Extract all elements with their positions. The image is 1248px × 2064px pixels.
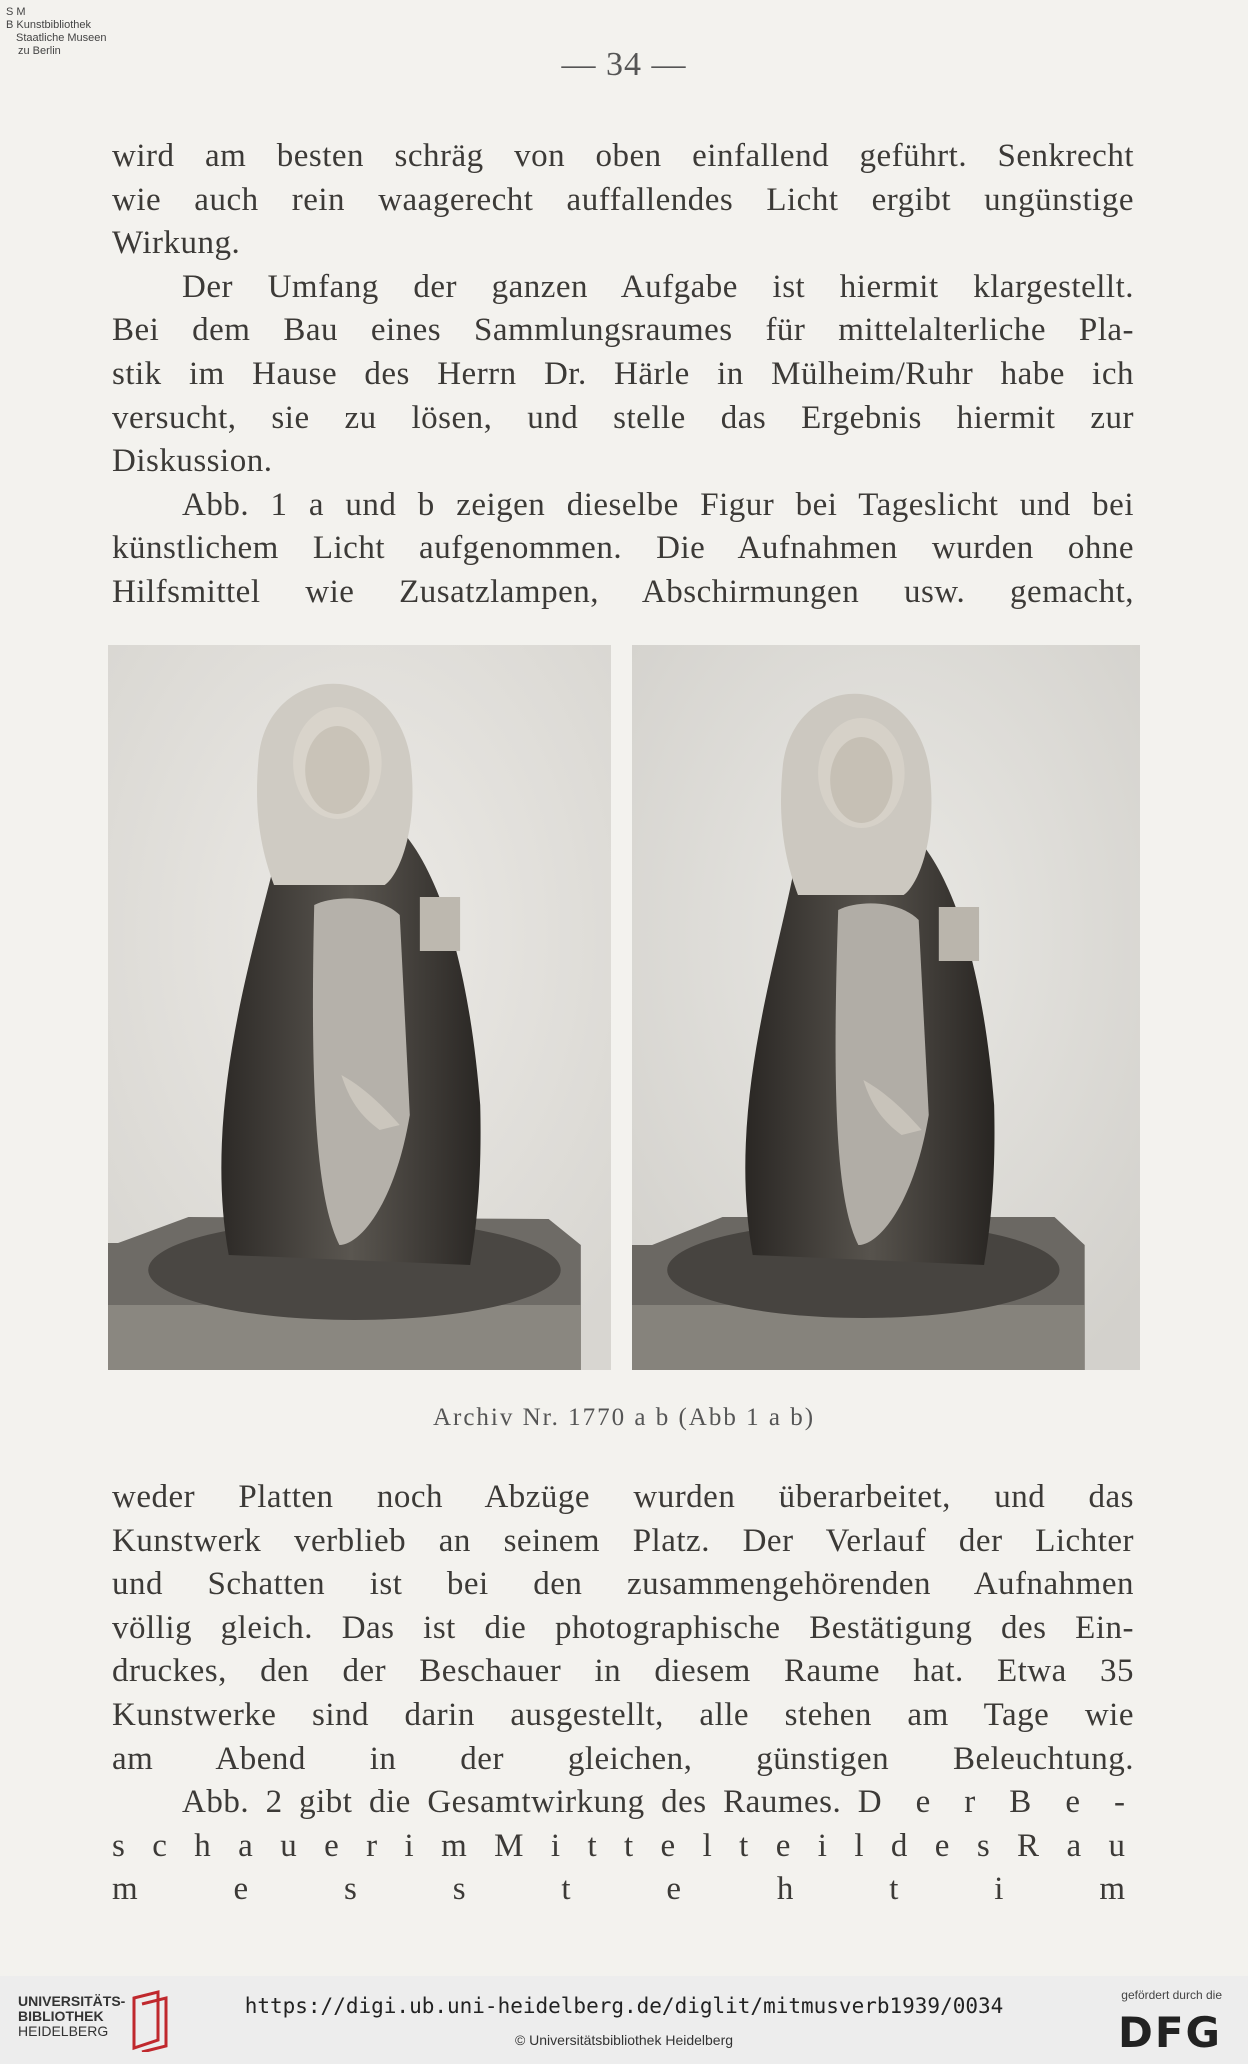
body-text-bottom: [112, 1476, 1134, 1912]
paragraph: [112, 1476, 1134, 1781]
body-text-top: [112, 135, 1134, 615]
text-line: völlig gleich. Das ist die photographische Bestätigung des Ein-: [112, 1609, 1134, 1646]
text-line: künstlichem Licht aufgenommen. Die Aufnahmen wurden ohne: [112, 530, 1134, 567]
copyright-notice: © Universitätsbibliothek Heidelberg: [514, 2032, 734, 2048]
spaced-text: D e r B e -: [857, 1784, 1134, 1821]
stamp-line: S M: [6, 6, 26, 18]
library-name-line: BIBLIOTHEK: [18, 2008, 104, 2024]
funding-note: gefördert durch die: [1121, 1988, 1222, 2002]
permalink-url[interactable]: https://digi.ub.uni-heidelberg.de/diglit/mitmusverb1939/0034: [244, 1994, 1004, 2018]
text-line: stik im Hause des Herrn Dr. Härle in Mülheim/Ruhr habe ich: [112, 355, 1134, 392]
library-name-line: UNIVERSITÄTS-: [18, 1993, 126, 2009]
text-line: versucht, sie zu lösen, und stelle das Ergebnis hiermit zur: [112, 399, 1134, 436]
dfg-logo: DFG: [1117, 2008, 1222, 2057]
figure-1a-daylight-photo: [108, 645, 611, 1370]
text-line: wird am besten schräg von oben einfallend geführt. Senkrecht: [112, 138, 1134, 174]
figure-1b-artificial-light-photo: [632, 645, 1140, 1370]
text-line: Kunstwerke sind darin ausgestellt, alle stehen am Tage wie: [112, 1696, 1134, 1733]
footer: [0, 1976, 1248, 2064]
stamp-line: Staatliche Museen: [16, 32, 107, 44]
text-line: Kunstwerk verblieb an seinem Platz. Der Verlauf der Lichter: [112, 1522, 1134, 1559]
library-name-line: HEIDELBERG: [18, 2023, 109, 2039]
stamp-line: B Kunstbibliothek: [6, 19, 91, 31]
text-line: am Abend in der gleichen, günstigen Beleuchtung.: [112, 1740, 1134, 1777]
text-line: Hilfsmittel wie Zusatzlampen, Abschirmungen usw. gemacht,: [112, 573, 1134, 610]
paragraph: [112, 484, 1134, 615]
text-line: Der Umfang der ganzen Aufgabe ist hiermit klargestellt.: [182, 268, 1134, 305]
page-number: — 34 —: [561, 46, 687, 83]
text-line: druckes, den der Beschauer in diesem Raume hat. Etwa 35: [112, 1653, 1134, 1690]
text-line: Abb. 2 gibt die Gesamtwirkung des Raumes.: [182, 1784, 842, 1821]
paragraph: [112, 266, 1134, 484]
text-line: Diskussion.: [112, 443, 273, 480]
spaced-text: s c h a u e r i m M i t t e l t e i l d e s R a u m e s s t e h t i m: [112, 1827, 1134, 1908]
text-line: Wirkung.: [112, 225, 241, 262]
text-line: Abb. 1 a und b zeigen dieselbe Figur bei Tageslicht und bei: [182, 486, 1134, 523]
stamp-line: zu Berlin: [18, 45, 61, 57]
paragraph: [112, 1781, 1134, 1912]
text-line: wie auch rein waagerecht auffallendes Licht ergibt ungünstige: [112, 181, 1134, 218]
figure-caption: Archiv Nr. 1770 a b (Abb 1 a b): [432, 1404, 816, 1431]
text-line: und Schatten ist bei den zusammengehörenden Aufnahmen: [112, 1566, 1134, 1603]
text-line: Bei dem Bau eines Sammlungsraumes für mittelalterliche Pla-: [112, 312, 1134, 349]
text-line: weder Platten noch Abzüge wurden überarbeitet, und das: [112, 1479, 1134, 1515]
paragraph: [112, 135, 1134, 266]
